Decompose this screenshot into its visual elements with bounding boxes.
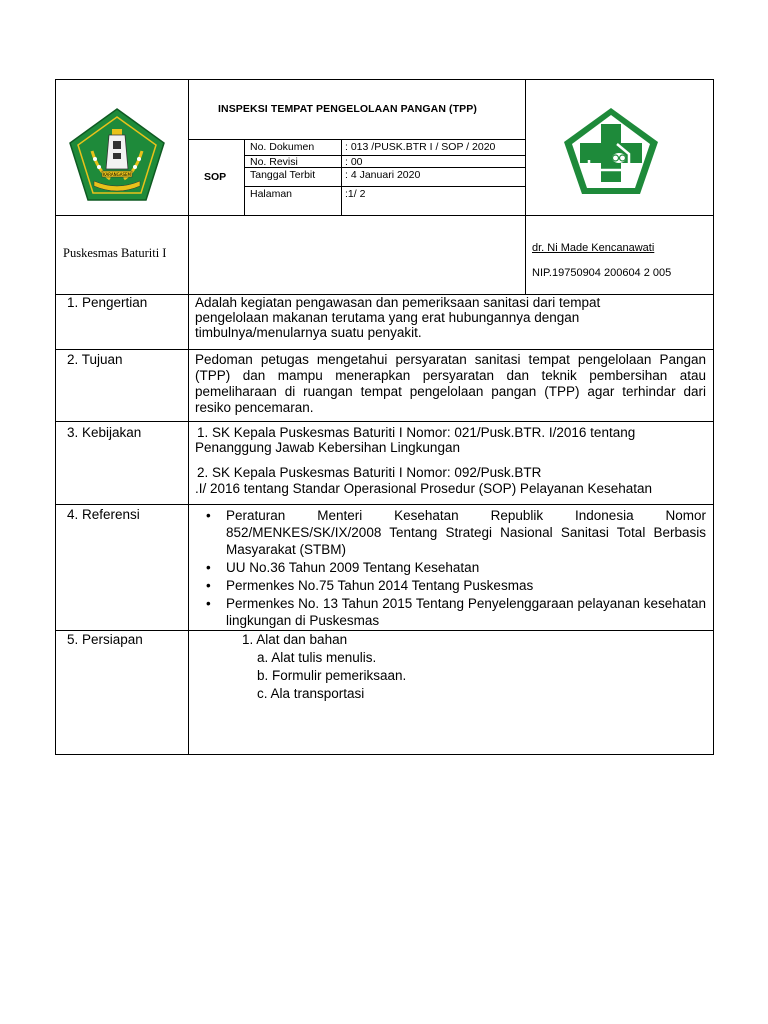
list-item: • Permenkes No.75 Tahun 2014 Tentang Puskesmas [206, 578, 534, 593]
signer-nip: NIP.19750904 200604 2 005 [532, 267, 672, 279]
kebijakan-item-2-line-2: .I/ 2016 tentang Standar Operasional Prosedur (SOP) Pelayanan Kesehatan [195, 481, 653, 496]
bullet-icon: • [206, 560, 211, 575]
list-item: • Permenkes No. 13 Tahun 2015 Tentang Penyelenggaraan pelayanan kesehatan lingkungan di Puskesmas [206, 596, 706, 628]
list-item: • UU No.36 Tahun 2009 Tentang Kesehatan [206, 560, 480, 575]
persiapan-item-c: c. Ala transportasi [257, 686, 365, 701]
document-title: INSPEKSI TEMPAT PENGELOLAAN PANGAN (TPP) [218, 103, 477, 115]
karangasem-emblem-icon [68, 107, 166, 203]
kebijakan-item-2-line-1: 2. SK Kepala Puskesmas Baturiti I Nomor: 092/Pusk.BTR [197, 465, 542, 480]
section-label-referensi: 4. Referensi [67, 507, 140, 522]
list-item: • Peraturan Menteri Kesehatan Republik Indonesia Nomor 852/MENKES/SK/IX/2008 Tentang Strategi Nasional Sanitasi Total Berbasis Masyarakat (STBM) [206, 508, 706, 557]
meta-value-tanggal-terbit: : 4 Januari 2020 [345, 169, 421, 181]
pengertian-line-1: Adalah kegiatan pengawasan dan pemeriksaan sanitasi dari tempat [195, 295, 601, 310]
sop-label: SOP [204, 171, 227, 183]
meta-label-tanggal-terbit: Tanggal Terbit [250, 169, 316, 181]
tujuan-text: Pedoman petugas mengetahui persyaratan sanitasi tempat pengelolaan Pangan (TPP) dan mampu menerapkan persyaratan dan teknik pembersihan atau pemeliharaan di ruangan tempat pengelolaan pangan (TPP) agar terhindar dari resiko pencemaran. [195, 352, 706, 415]
meta-label-halaman: Halaman [250, 188, 293, 200]
meta-value-no-dokumen: : 013 /PUSK.BTR I / SOP / 2020 [345, 141, 496, 153]
signer-name: dr. Ni Made Kencanawati [532, 242, 655, 254]
section-label-persiapan: 5. Persiapan [67, 632, 143, 647]
section-label-kebijakan: 3. Kebijakan [67, 425, 142, 440]
pengertian-line-3: timbulnya/menularnya suatu penyakit. [195, 325, 422, 340]
kebijakan-item-1-line-1: 1. SK Kepala Puskesmas Baturiti I Nomor: 021/Pusk.BTR. I/2016 tentang [197, 425, 636, 440]
section-label-tujuan: 2. Tujuan [67, 352, 123, 367]
persiapan-item-b: b. Formulir pemeriksaan. [257, 668, 407, 683]
section-label-pengertian: 1. Pengertian [67, 295, 148, 310]
org-name: Puskesmas Baturiti I [63, 246, 167, 260]
meta-value-halaman: :1/ 2 [345, 188, 366, 200]
meta-value-no-revisi: : 00 [345, 156, 363, 168]
bullet-icon: • [206, 596, 211, 611]
referensi-list [200, 507, 706, 630]
persiapan-item-a: a. Alat tulis menulis. [257, 650, 377, 665]
persiapan-heading: 1. Alat dan bahan [242, 632, 348, 647]
pengertian-line-2: pengelolaan makanan terutama yang erat hubungannya dengan [195, 310, 580, 325]
puskesmas-logo-icon [561, 106, 661, 196]
bullet-icon: • [206, 508, 211, 523]
emblem-band-text: KARANGASEM [103, 172, 131, 177]
kebijakan-item-1-line-2: Penanggung Jawab Kebersihan Lingkungan [195, 440, 460, 455]
meta-label-no-revisi: No. Revisi [250, 156, 298, 168]
bullet-icon: • [206, 578, 211, 593]
meta-label-no-dokumen: No. Dokumen [250, 141, 315, 153]
